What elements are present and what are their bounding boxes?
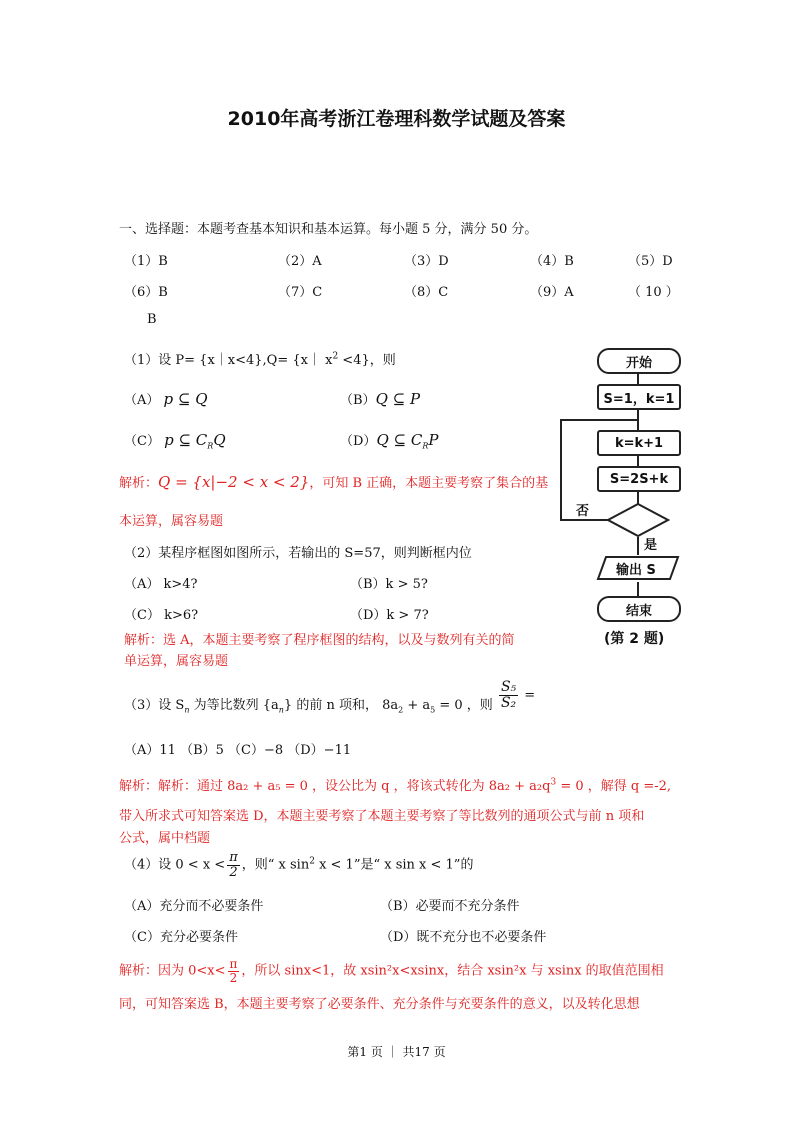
page-footer: 第1 页 ｜ 共17 页 [347, 1045, 446, 1059]
flow-step-k: k=k+1 [597, 430, 681, 456]
q3-analysis-end: 公式，属中档题 [119, 831, 211, 846]
q2-stem: （2）某程序框图如图所示，若输出的 S=57，则判断框内位 [124, 546, 472, 561]
answer-10: （ 10 ） [628, 285, 679, 300]
flow-start: 开始 [597, 348, 681, 374]
flow-step-s: S=2S+k [597, 466, 681, 492]
answer-6: （6）B [124, 285, 168, 300]
q2-option-c: （C） k>6? [124, 608, 199, 623]
answer-3: （3）D [404, 254, 449, 269]
answer-9: （9）A [530, 285, 574, 300]
q3-options: （A）11 （B）5 （C）−8 （D）−11 [124, 743, 352, 758]
q4-option-d: （D）既不充分也不必要条件 [380, 930, 547, 945]
q4-analysis: 解析：因为 0<x< $\frac{\pi}{2}$ ，所以 sinx<1，故 xsin²x<xsinx，结合 xsin²x 与 xsinx 的取值范围相 [119, 957, 664, 985]
q2-analysis: 解析：选 A，本题主要考察了程序框图的结构，以及与数列有关的简 [124, 633, 515, 648]
q1-option-c: （C） p ⊆ $C_RQ$ [124, 431, 226, 451]
document-title: 2010年高考浙江卷理科数学试题及答案 [227, 108, 566, 130]
answer-10-value: B [147, 312, 157, 327]
flow-yes-label: 是 [644, 538, 658, 553]
q3-analysis-cont: 带入所求式可知答案选 D，本题主要考察了本题主要考察了等比数列的通项公式与前 n 项和 [119, 809, 645, 824]
answer-7: （7）C [278, 285, 323, 300]
q4-option-a: （A）充分而不必要条件 [124, 899, 264, 914]
q2-option-b: （B）k > 5? [350, 577, 428, 592]
q1-option-a: （A） p ⊆ Q [124, 390, 208, 408]
flow-no-label: 否 [576, 504, 590, 519]
flow-init: S=1，k=1 [597, 384, 681, 410]
flow-output: 输出 S [616, 563, 656, 578]
q2-analysis-cont: 单运算，属容易题 [124, 654, 229, 669]
section-heading: 一、选择题：本题考查基本知识和基本运算。每小题 5 分，满分 50 分。 [119, 222, 538, 237]
q2-option-d: （D）k > 7? [350, 608, 429, 623]
q1-option-b: （B）Q ⊆ P [340, 390, 421, 408]
q4-stem: （4）设 0 < x < $\frac{\pi}{2}$ ，则“ x $\sin^2 x < 1$”是“ x sin x < 1”的 [124, 850, 474, 880]
answer-4: （4）B [530, 254, 574, 269]
q2-option-a: （A） k>4? [124, 577, 198, 592]
q1-analysis-cont: 本运算，属容易题 [119, 514, 224, 529]
q4-option-b: （B）必要而不充分条件 [380, 899, 520, 914]
q3-analysis: 解析：解析：通过 8a₂ + a₅ = 0 ，设公比为 q ，将该式转化为 $8a_2 + a_2q^3 = 0$ ，解得 q =-2, [119, 777, 672, 794]
q1-option-d: （D）Q ⊆ $C_RP$ [340, 431, 439, 451]
answer-2: （2）A [278, 254, 322, 269]
q1-analysis: 解析：Q = {x|−2 < x < 2}，可知 B 正确，本题主要考察了集合的基 [119, 473, 549, 491]
q4-option-c: （C）充分必要条件 [124, 930, 238, 945]
answer-8: （8）C [404, 285, 449, 300]
q4-analysis-cont: 同，可知答案选 B，本题主要考察了必要条件、充分条件与充要条件的意义，以及转化思想 [119, 997, 640, 1012]
answer-5: （5）D [628, 254, 673, 269]
answer-1: （1）B [124, 254, 168, 269]
flow-end: 结束 [597, 596, 681, 622]
q1-stem: （1）设 P= {x｜x<4},Q= {x｜ $x^2 <4$}，则 [124, 351, 396, 368]
flowchart [556, 336, 694, 656]
q3-stem: （3）设 $S_n$ 为等比数列 $\{a_n\}$ 的前 n 项和， $8a_2 + a_5 = 0$ ，则 $\frac{\text{S₅}}{\text{S₂}}$ = [124, 679, 536, 715]
flow-caption: (第 2 题) [604, 631, 665, 647]
flow-decision-diamond [606, 502, 670, 538]
